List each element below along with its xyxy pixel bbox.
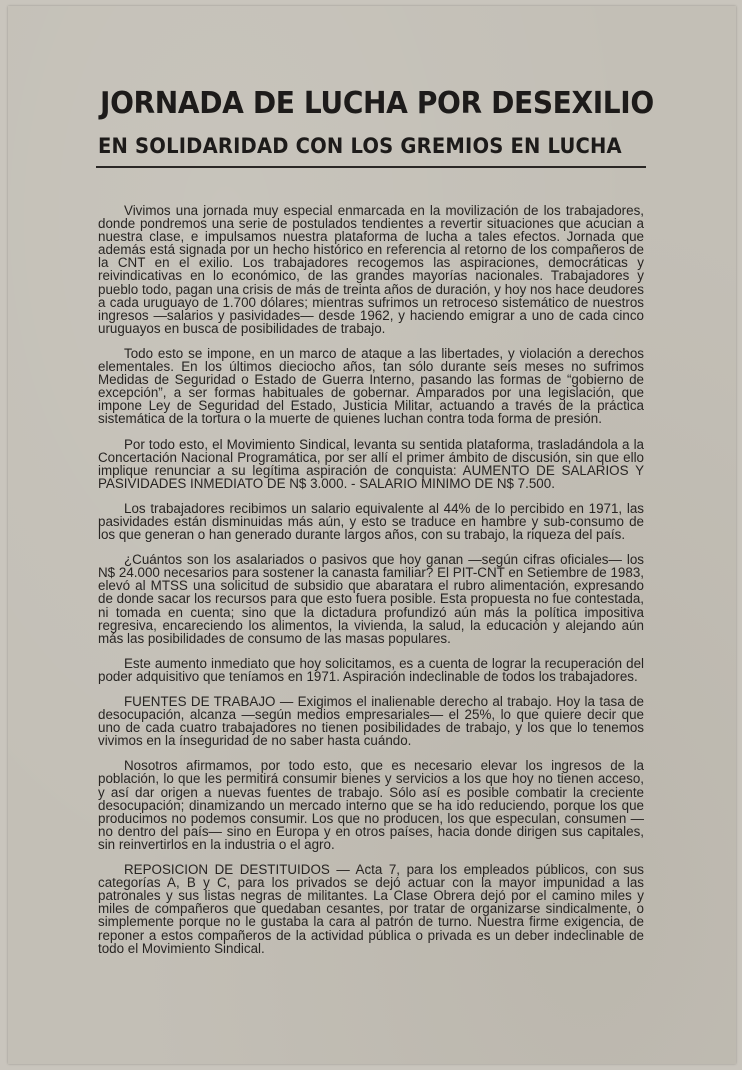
paragraph: ¿Cuántos son los asalariados o pasivos que hoy ganan —según cifras oficiales— los N$ 24.000 necesarios para sostener la canasta familiar? El PIT-CNT en Setiembre de 1983, elevó al MTSS una solicitud de subsidio que abaratara el rubro alimentación, expresando de donde sacar los recursos para que esto fuera posible. Esta propuesta no fue contestada, ni tomada en cuenta; sino que la dictadura profundizó aún más la política impositiva regresiva, encareciendo los alimentos, la vivienda, la salud, la educación y alejando aún más las posibilidades de consumo de las masas populares. — [98, 552, 644, 646]
paragraph: FUENTES DE TRABAJO — Exigimos el inalienable derecho al trabajo. Hoy la tasa de desocupación, alcanza —según medios empresariales— el 25%, lo que quiere decir que uno de cada cuatro trabajadores no tienen posibilidades de trabajo, y los que lo tenemos vivimos en la ínseguridad de no saber hasta cuándo. — [98, 694, 644, 749]
paragraph: Vivimos una jornada muy especial enmarcada en la movilización de los trabajadores, donde pondremos una serie de postulados tendientes a revertir situaciones que acucian a nuestra clase, e impulsamos nuestra plataforma de lucha a tales efectos. Jornada que además está signada por un hecho histórico en referencia al retorno de los compañeros de la CNT en el exilio. Los trabajadores recogemos las aspiraciones, democráticas y reivindicativas en lo económico, de las grandes mayorías nacionales. Trabajadores y pueblo todo, pagan una crisis de más de treinta años de duración, y hoy nos hace deudores a cada uruguayo de 1.700 dólares; mientras sufrimos un retroceso sistemático de nuestros ingresos —salarios y pasividades— desde 1962, y haciendo emigrar a uno de cada cinco uruguayos en busca de posibilidades de trabajo. — [98, 203, 644, 336]
paragraph: Este aumento inmediato que hoy solicitamos, es a cuenta de lograr la recuperación del poder adquisitivo que teníamos en 1971. Aspiración indeclinable de todos los trabajadores. — [98, 655, 644, 684]
paragraph: Todo esto se impone, en un marco de ataque a las libertades, y violación a derechos elementales. En los últimos dieciocho años, tan sólo durante seis meses no sufrimos Medidas de Seguridad o Estado de Guerra Interno, pasando las formas de “gobierno de excepción”, a ser formas habituales de gobernar. Amparados por una legislación, que impone Ley de Seguridad del Estado, Justicia Militar, actuando a través de la práctica sistemática de la tortura o la muerte de quienes luchan contra toda forma de presión. — [98, 345, 644, 427]
document-body — [98, 204, 644, 967]
paragraph: Por todo esto, el Movimiento Sindical, levanta su sentida plataforma, trasladándola a la Concertación Nacional Programática, por ser allí el primer ámbito de discusión, sin que ello implique renunciar a su legítima aspiración de conquista: AUMENTO DE SALARIOS Y PASIVIDADES INMEDIATO DE N$ 3.000. - SALARIO MINIMO DE N$ 7.500. — [98, 436, 644, 491]
paragraph: Los trabajadores recibimos un salario equivalente al 44% de lo percibido en 1971, las pasividades están disminuidas más aún, y esto se traduce en hambre y sub-consumo de los que generan o han generado durante largos años, con su trabajo, la riqueza del país. — [98, 500, 644, 543]
paragraph: REPOSICION DE DESTITUIDOS — Acta 7, para los empleados públicos, con sus categorías A, B y C, para los privados se dejó actuar con la mayor impunidad a las patronales y sus listas negras de militantes. La Clase Obrera dejó por el camino miles y miles de compañeros que quedaban cesantes, por tratar de organizarse sindicalmente, o simplemente porque no le gustaba la cara al patrón de turno. Nuestra firme exigencia, de reponer a estos compañeros de la actividad pública o privada es un deber indeclinable de todo el Movimiento Sindical. — [98, 862, 644, 956]
title-divider — [96, 166, 646, 168]
paragraph: Nosotros afirmamos, por todo esto, que es necesario elevar los ingresos de la población, lo que les permitirá consumir bienes y servicios a los que hoy no tienen acceso, y así dar origen a nuevas fuentes de trabajo. Sólo así es posible combatir la creciente desocupación; dinamizando un mercado interno que se ha ido reduciendo, porque los que producimos no podemos consumir. Los que no producen, los que especulan, consumen —no dentro del país— sino en Europa y en otros países, hacia donde dirigen sus capitales, sin reinvertirlos en la industria o el agro. — [98, 758, 644, 852]
document-title: JORNADA DE LUCHA POR DESEXILIO — [100, 86, 654, 121]
document-subtitle: EN SOLIDARIDAD CON LOS GREMIOS EN LUCHA — [98, 134, 622, 158]
